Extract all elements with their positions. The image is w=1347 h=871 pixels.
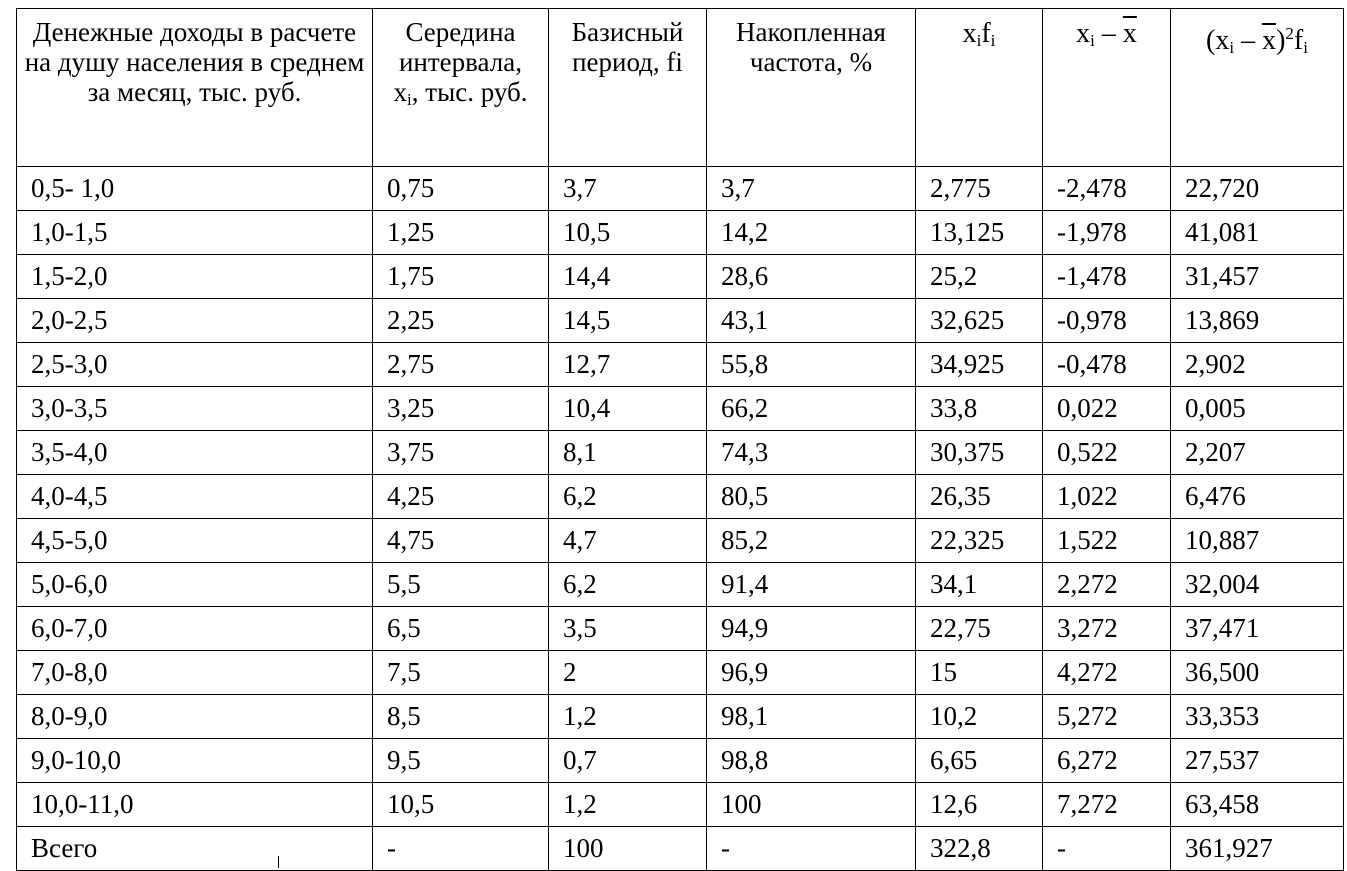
header-squared-deviation: [1171, 9, 1344, 167]
formula-f-sub: i: [990, 31, 996, 50]
formula-f: f: [981, 18, 991, 49]
table-row: [17, 387, 1344, 431]
table-row: [17, 519, 1344, 563]
cell-squared-deviation: 2,207: [1171, 431, 1344, 475]
cell-deviation: -0,978: [1043, 299, 1171, 343]
cell-squared-deviation: 2,902: [1171, 343, 1344, 387]
formula-dev-mean: $\overline{x}$: [1122, 18, 1137, 49]
cell-income-interval: 3,5-4,0: [17, 431, 373, 475]
cell-midpoint: 3,25: [373, 387, 549, 431]
cell-income-interval: 3,0-3,5: [17, 387, 373, 431]
cell-xi-fi: 34,925: [916, 343, 1043, 387]
cell-squared-deviation: 27,537: [1171, 739, 1344, 783]
cell-cumulative-frequency: 3,7: [707, 167, 916, 211]
cell-xi-fi: 13,125: [916, 211, 1043, 255]
table-row: [17, 695, 1344, 739]
cell-base-period-frequency: 10,4: [549, 387, 707, 431]
header-xi-fi: [916, 9, 1043, 167]
cell-base-period-frequency: 14,5: [549, 299, 707, 343]
cell-squared-deviation: 41,081: [1171, 211, 1344, 255]
header-cumulative-frequency: Накопленная частота, %: [707, 9, 916, 167]
cell-base-period-frequency: 1,2: [549, 695, 707, 739]
table-row: [17, 651, 1344, 695]
cell-cumulative-frequency: 91,4: [707, 563, 916, 607]
cell-squared-deviation: 37,471: [1171, 607, 1344, 651]
header-deviation: [1043, 9, 1171, 167]
cell-xi-fi: 12,6: [916, 783, 1043, 827]
cell-base-period-frequency: 6,2: [549, 475, 707, 519]
cell-squared-deviation: 31,457: [1171, 255, 1344, 299]
cell-cumulative-frequency: 98,8: [707, 739, 916, 783]
header-midpoint-title: Середина интервала,: [398, 17, 522, 77]
cell-cumulative-frequency: 80,5: [707, 475, 916, 519]
cell-squared-deviation: 22,720: [1171, 167, 1344, 211]
page-divider-stub: [278, 856, 279, 868]
cell-xi-fi: 15: [916, 651, 1043, 695]
cell-squared-deviation: 13,869: [1171, 299, 1344, 343]
cell-income-interval: 1,0-1,5: [17, 211, 373, 255]
cell-squared-deviation: 32,004: [1171, 563, 1344, 607]
table-row: [17, 299, 1344, 343]
cell-deviation: -1,478: [1043, 255, 1171, 299]
table-row: [17, 255, 1344, 299]
cell-deviation: 1,022: [1043, 475, 1171, 519]
cell-cumulative-frequency: 94,9: [707, 607, 916, 651]
table-row: [17, 607, 1344, 651]
formula-sq-open: (x: [1206, 25, 1230, 56]
cell-xi-fi: 6,65: [916, 739, 1043, 783]
cell-cumulative-frequency: -: [707, 827, 916, 871]
cell-xi-fi: 34,1: [916, 563, 1043, 607]
cell-xi-fi: 2,775: [916, 167, 1043, 211]
cell-deviation: 0,022: [1043, 387, 1171, 431]
cell-base-period-frequency: 8,1: [549, 431, 707, 475]
cell-deviation: 4,272: [1043, 651, 1171, 695]
cell-deviation: 7,272: [1043, 783, 1171, 827]
formula-x: x: [962, 18, 977, 49]
header-interval-midpoint: [373, 9, 549, 167]
cell-base-period-frequency: 0,7: [549, 739, 707, 783]
cell-squared-deviation: 6,476: [1171, 475, 1344, 519]
cell-deviation: 6,272: [1043, 739, 1171, 783]
cell-income-interval: 2,0-2,5: [17, 299, 373, 343]
table-row: [17, 739, 1344, 783]
table-row: [17, 563, 1344, 607]
header-midpoint-sub: i: [407, 90, 412, 109]
cell-income-interval: 0,5- 1,0: [17, 167, 373, 211]
formula-sq-power: 2: [1285, 24, 1294, 43]
formula-xi-fi: [963, 19, 996, 56]
cell-midpoint: 10,5: [373, 783, 549, 827]
total-row: [17, 827, 1344, 871]
cell-deviation: -: [1043, 827, 1171, 871]
header-base-period: Базисный период, fi: [549, 9, 707, 167]
formula-squared-deviation: [1206, 19, 1308, 63]
cell-xi-fi: 33,8: [916, 387, 1043, 431]
cell-squared-deviation: 36,500: [1171, 651, 1344, 695]
cell-cumulative-frequency: 98,1: [707, 695, 916, 739]
cell-cumulative-frequency: 100: [707, 783, 916, 827]
cell-income-interval: Всего: [17, 827, 373, 871]
cell-base-period-frequency: 100: [549, 827, 707, 871]
cell-midpoint: 7,5: [373, 651, 549, 695]
table-row: [17, 431, 1344, 475]
formula-sq-minus: –: [1234, 25, 1263, 56]
cell-base-period-frequency: 10,5: [549, 211, 707, 255]
cell-midpoint: 6,5: [373, 607, 549, 651]
cell-deviation: 0,522: [1043, 431, 1171, 475]
cell-xi-fi: 22,75: [916, 607, 1043, 651]
cell-midpoint: 1,75: [373, 255, 549, 299]
cell-midpoint: 0,75: [373, 167, 549, 211]
table-header: [17, 9, 1344, 167]
cell-income-interval: 2,5-3,0: [17, 343, 373, 387]
header-row: [17, 9, 1344, 167]
cell-squared-deviation: 10,887: [1171, 519, 1344, 563]
formula-dev-minus: –: [1094, 18, 1123, 49]
cell-cumulative-frequency: 85,2: [707, 519, 916, 563]
cell-squared-deviation: 361,927: [1171, 827, 1344, 871]
cell-income-interval: 1,5-2,0: [17, 255, 373, 299]
cell-income-interval: 10,0-11,0: [17, 783, 373, 827]
formula-sq-f: f: [1293, 25, 1304, 56]
cell-income-interval: 5,0-6,0: [17, 563, 373, 607]
cell-cumulative-frequency: 28,6: [707, 255, 916, 299]
cell-deviation: 5,272: [1043, 695, 1171, 739]
table-row: [17, 211, 1344, 255]
cell-deviation: -1,978: [1043, 211, 1171, 255]
cell-midpoint: 3,75: [373, 431, 549, 475]
cell-xi-fi: 10,2: [916, 695, 1043, 739]
header-midpoint-var: x: [393, 77, 408, 107]
table-row: [17, 343, 1344, 387]
table-row: [17, 167, 1344, 211]
cell-squared-deviation: 63,458: [1171, 783, 1344, 827]
formula-sq-mean: $\overline{x}$: [1262, 25, 1277, 56]
cell-cumulative-frequency: 96,9: [707, 651, 916, 695]
cell-midpoint: 4,25: [373, 475, 549, 519]
cell-deviation: 1,522: [1043, 519, 1171, 563]
cell-midpoint: -: [373, 827, 549, 871]
formula-sq-f-sub: i: [1303, 38, 1308, 57]
cell-midpoint: 4,75: [373, 519, 549, 563]
cell-xi-fi: 32,625: [916, 299, 1043, 343]
formula-sq-x-sub: i: [1229, 38, 1235, 57]
cell-income-interval: 4,5-5,0: [17, 519, 373, 563]
cell-squared-deviation: 33,353: [1171, 695, 1344, 739]
cell-income-interval: 4,0-4,5: [17, 475, 373, 519]
cell-xi-fi: 22,325: [916, 519, 1043, 563]
cell-cumulative-frequency: 66,2: [707, 387, 916, 431]
formula-dev-x-sub: i: [1090, 31, 1095, 50]
cell-income-interval: 7,0-8,0: [17, 651, 373, 695]
cell-cumulative-frequency: 43,1: [707, 299, 916, 343]
cell-income-interval: 6,0-7,0: [17, 607, 373, 651]
cell-cumulative-frequency: 55,8: [707, 343, 916, 387]
cell-income-interval: 8,0-9,0: [17, 695, 373, 739]
cell-deviation: -2,478: [1043, 167, 1171, 211]
cell-deviation: -0,478: [1043, 343, 1171, 387]
cell-squared-deviation: 0,005: [1171, 387, 1344, 431]
cell-xi-fi: 30,375: [916, 431, 1043, 475]
cell-deviation: 3,272: [1043, 607, 1171, 651]
cell-xi-fi: 322,8: [916, 827, 1043, 871]
cell-midpoint: 9,5: [373, 739, 549, 783]
cell-base-period-frequency: 1,2: [549, 783, 707, 827]
cell-income-interval: 9,0-10,0: [17, 739, 373, 783]
cell-base-period-frequency: 6,2: [549, 563, 707, 607]
cell-midpoint: 1,25: [373, 211, 549, 255]
formula-deviation: [1076, 19, 1137, 56]
cell-base-period-frequency: 2: [549, 651, 707, 695]
cell-midpoint: 2,75: [373, 343, 549, 387]
cell-deviation: 2,272: [1043, 563, 1171, 607]
cell-base-period-frequency: 14,4: [549, 255, 707, 299]
cell-base-period-frequency: 3,5: [549, 607, 707, 651]
header-income-interval: Денежные доходы в расчете на душу населения в среднем за месяц, тыс. руб.: [17, 9, 373, 167]
header-midpoint-units: , тыс. руб.: [411, 77, 528, 107]
cell-base-period-frequency: 4,7: [549, 519, 707, 563]
cell-midpoint: 5,5: [373, 563, 549, 607]
formula-x-sub: i: [976, 31, 982, 50]
cell-xi-fi: 25,2: [916, 255, 1043, 299]
table-row: [17, 475, 1344, 519]
cell-midpoint: 8,5: [373, 695, 549, 739]
formula-sq-close: ): [1276, 25, 1286, 56]
formula-dev-x: x: [1076, 18, 1091, 49]
table-body: [17, 167, 1344, 871]
cell-cumulative-frequency: 14,2: [707, 211, 916, 255]
cell-midpoint: 2,25: [373, 299, 549, 343]
cell-base-period-frequency: 12,7: [549, 343, 707, 387]
table-row: [17, 783, 1344, 827]
cell-xi-fi: 26,35: [916, 475, 1043, 519]
cell-cumulative-frequency: 74,3: [707, 431, 916, 475]
cell-base-period-frequency: 3,7: [549, 167, 707, 211]
income-distribution-table: [16, 8, 1344, 871]
